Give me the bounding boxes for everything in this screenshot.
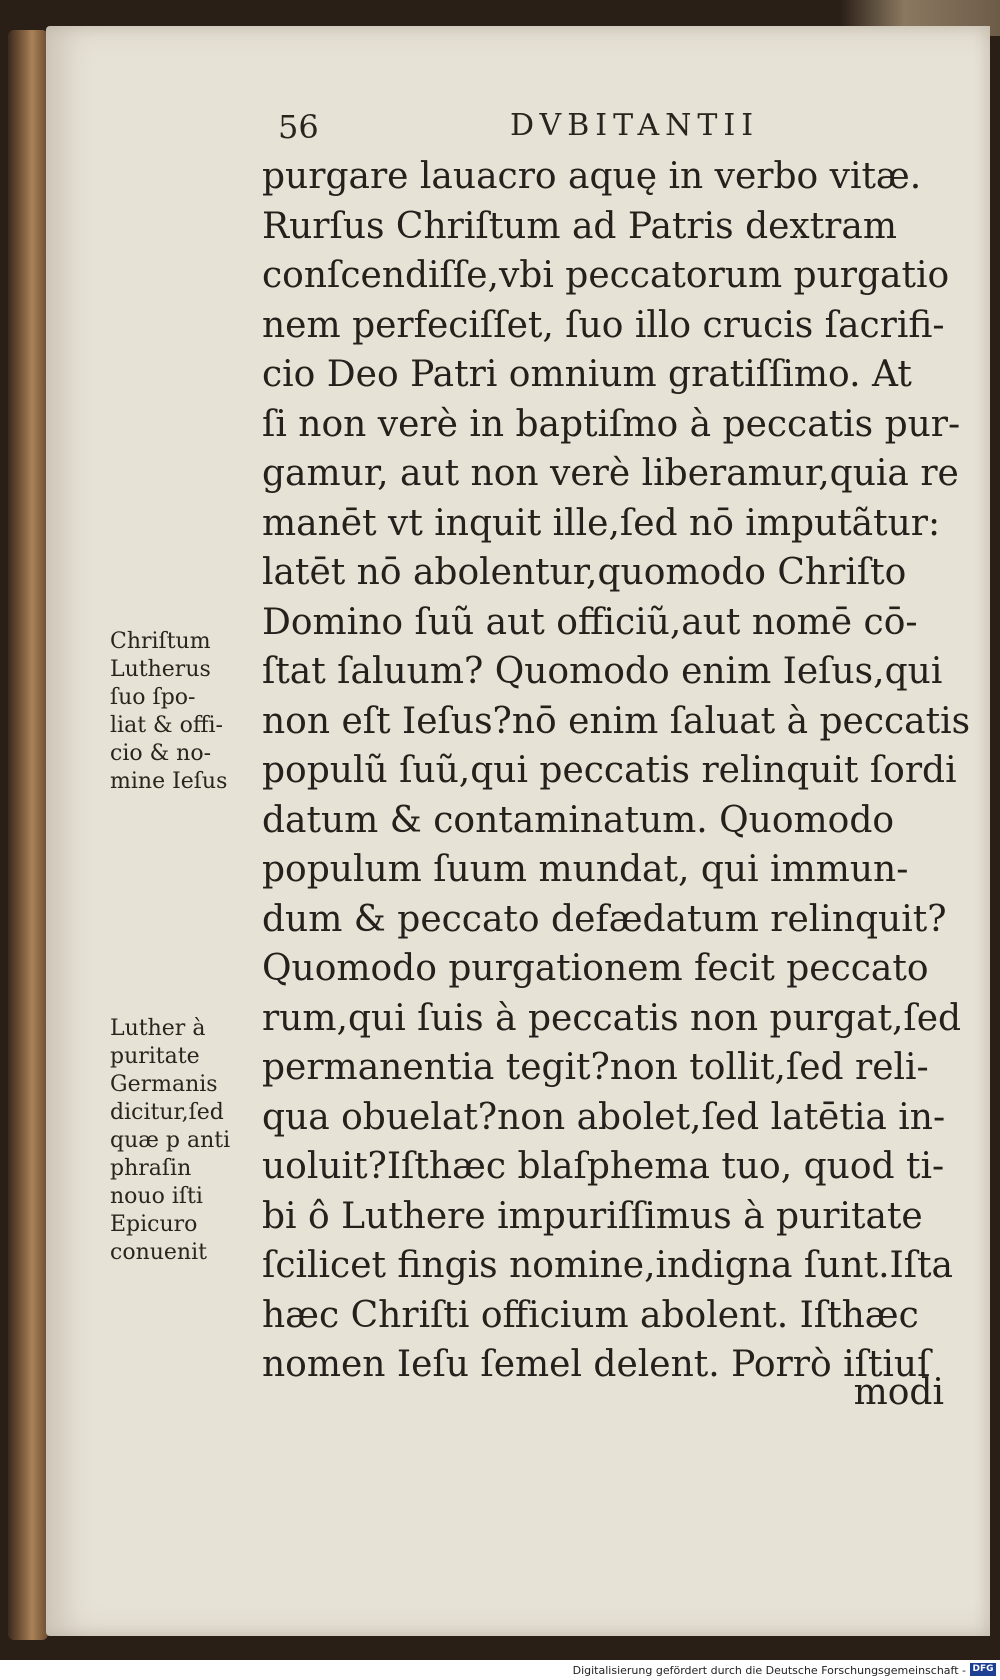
text-line: gamur, aut non verè liberamur,quia re bbox=[262, 453, 959, 494]
marginal-line: cio & no- bbox=[110, 741, 212, 766]
text-line: purgare lauacro aquę in verbo vitæ. bbox=[262, 156, 922, 197]
text-line: non eſt Ieſus?nō enim ſaluat à peccatis bbox=[262, 700, 971, 742]
text-line: populũ ſuũ,qui peccatis relinquit ſordi bbox=[262, 750, 957, 791]
text-line: hæc Chriſti officium abolent. Iſthæc bbox=[262, 1294, 919, 1336]
book-spine bbox=[8, 30, 48, 1640]
text-line: populum ſuum mundat, qui immun- bbox=[262, 849, 909, 890]
text-line: rum,qui ſuis à peccatis non purgat,ſed bbox=[262, 997, 962, 1039]
text-line: ſcilicet fingis nomine,indigna ſunt.Iſta bbox=[262, 1245, 953, 1286]
text-line: bi ô Luthere impuriſſimus à puritate bbox=[262, 1195, 923, 1237]
text-line: manēt vt inquit ille,ſed nō imputãtur: bbox=[262, 502, 941, 544]
text-line: Quomodo purgationem fecit peccato bbox=[262, 948, 929, 989]
marginal-line: phraſin bbox=[110, 1156, 192, 1181]
marginal-line: mine Ieſus bbox=[110, 769, 228, 794]
text-line: ſi non verè in baptiſmo à peccatis pur- bbox=[262, 403, 961, 445]
marginal-line: dicitur,ſed bbox=[110, 1100, 224, 1125]
marginal-line: quæ p anti bbox=[110, 1128, 231, 1153]
main-text-block bbox=[262, 152, 971, 1390]
catchword: modi bbox=[853, 1372, 944, 1413]
running-title: DVBITANTII bbox=[510, 108, 760, 143]
marginal-line: Chriſtum bbox=[110, 629, 211, 654]
marginal-line: conuenit bbox=[110, 1240, 207, 1265]
text-line: Rurſus Chriſtum ad Patris dextram bbox=[262, 205, 897, 247]
marginal-note-christ bbox=[110, 628, 260, 796]
marginal-line: Luther à bbox=[110, 1016, 206, 1041]
text-line: permanentia tegit?non tollit,ſed reli- bbox=[262, 1047, 929, 1088]
text-line: dum & peccato defædatum relinquit? bbox=[262, 898, 947, 940]
marginal-line: Epicuro bbox=[110, 1212, 198, 1237]
marginal-line: nouo iſti bbox=[110, 1184, 203, 1209]
dfg-logo-icon: DFG bbox=[970, 1663, 996, 1676]
marginal-line: Lutherus bbox=[110, 657, 211, 682]
text-line: uoluit?Iſthæc blaſphema tuo, quod ti- bbox=[262, 1146, 945, 1187]
text-line: latēt nō abolentur,quomodo Chriſto bbox=[262, 552, 907, 593]
marginal-line: ſuo ſpo- bbox=[110, 685, 196, 710]
digitization-footer bbox=[0, 1660, 1000, 1680]
marginal-line: liat & offi- bbox=[110, 713, 223, 738]
text-line: Domino ſuũ aut officiũ,aut nomē cō- bbox=[262, 601, 918, 643]
marginal-line: Germanis bbox=[110, 1072, 218, 1097]
text-line: conſcendiſſe,vbi peccatorum purgatio bbox=[262, 255, 950, 296]
marginal-line: puritate bbox=[110, 1044, 200, 1069]
text-line: ſtat ſaluum? Quomodo enim Ieſus,qui bbox=[262, 651, 943, 692]
marginal-note-luther bbox=[110, 1015, 260, 1267]
text-line: qua obuelat?non abolet,ſed latētia in- bbox=[262, 1096, 946, 1138]
text-line: nem perfeciſſet, ſuo illo crucis ſacrifi- bbox=[262, 304, 945, 346]
text-line: nomen Ieſu ſemel delent. Porrò iſtiuſ bbox=[262, 1344, 931, 1385]
funding-credit: Digitalisierung gefördert durch die Deutsche Forschungsgemeinschaft - bbox=[572, 1664, 966, 1677]
page-number: 56 bbox=[278, 108, 319, 146]
text-line: cio Deo Patri omnium gratiſſimo. At bbox=[262, 354, 912, 395]
text-line: datum & contaminatum. Quomodo bbox=[262, 799, 895, 841]
